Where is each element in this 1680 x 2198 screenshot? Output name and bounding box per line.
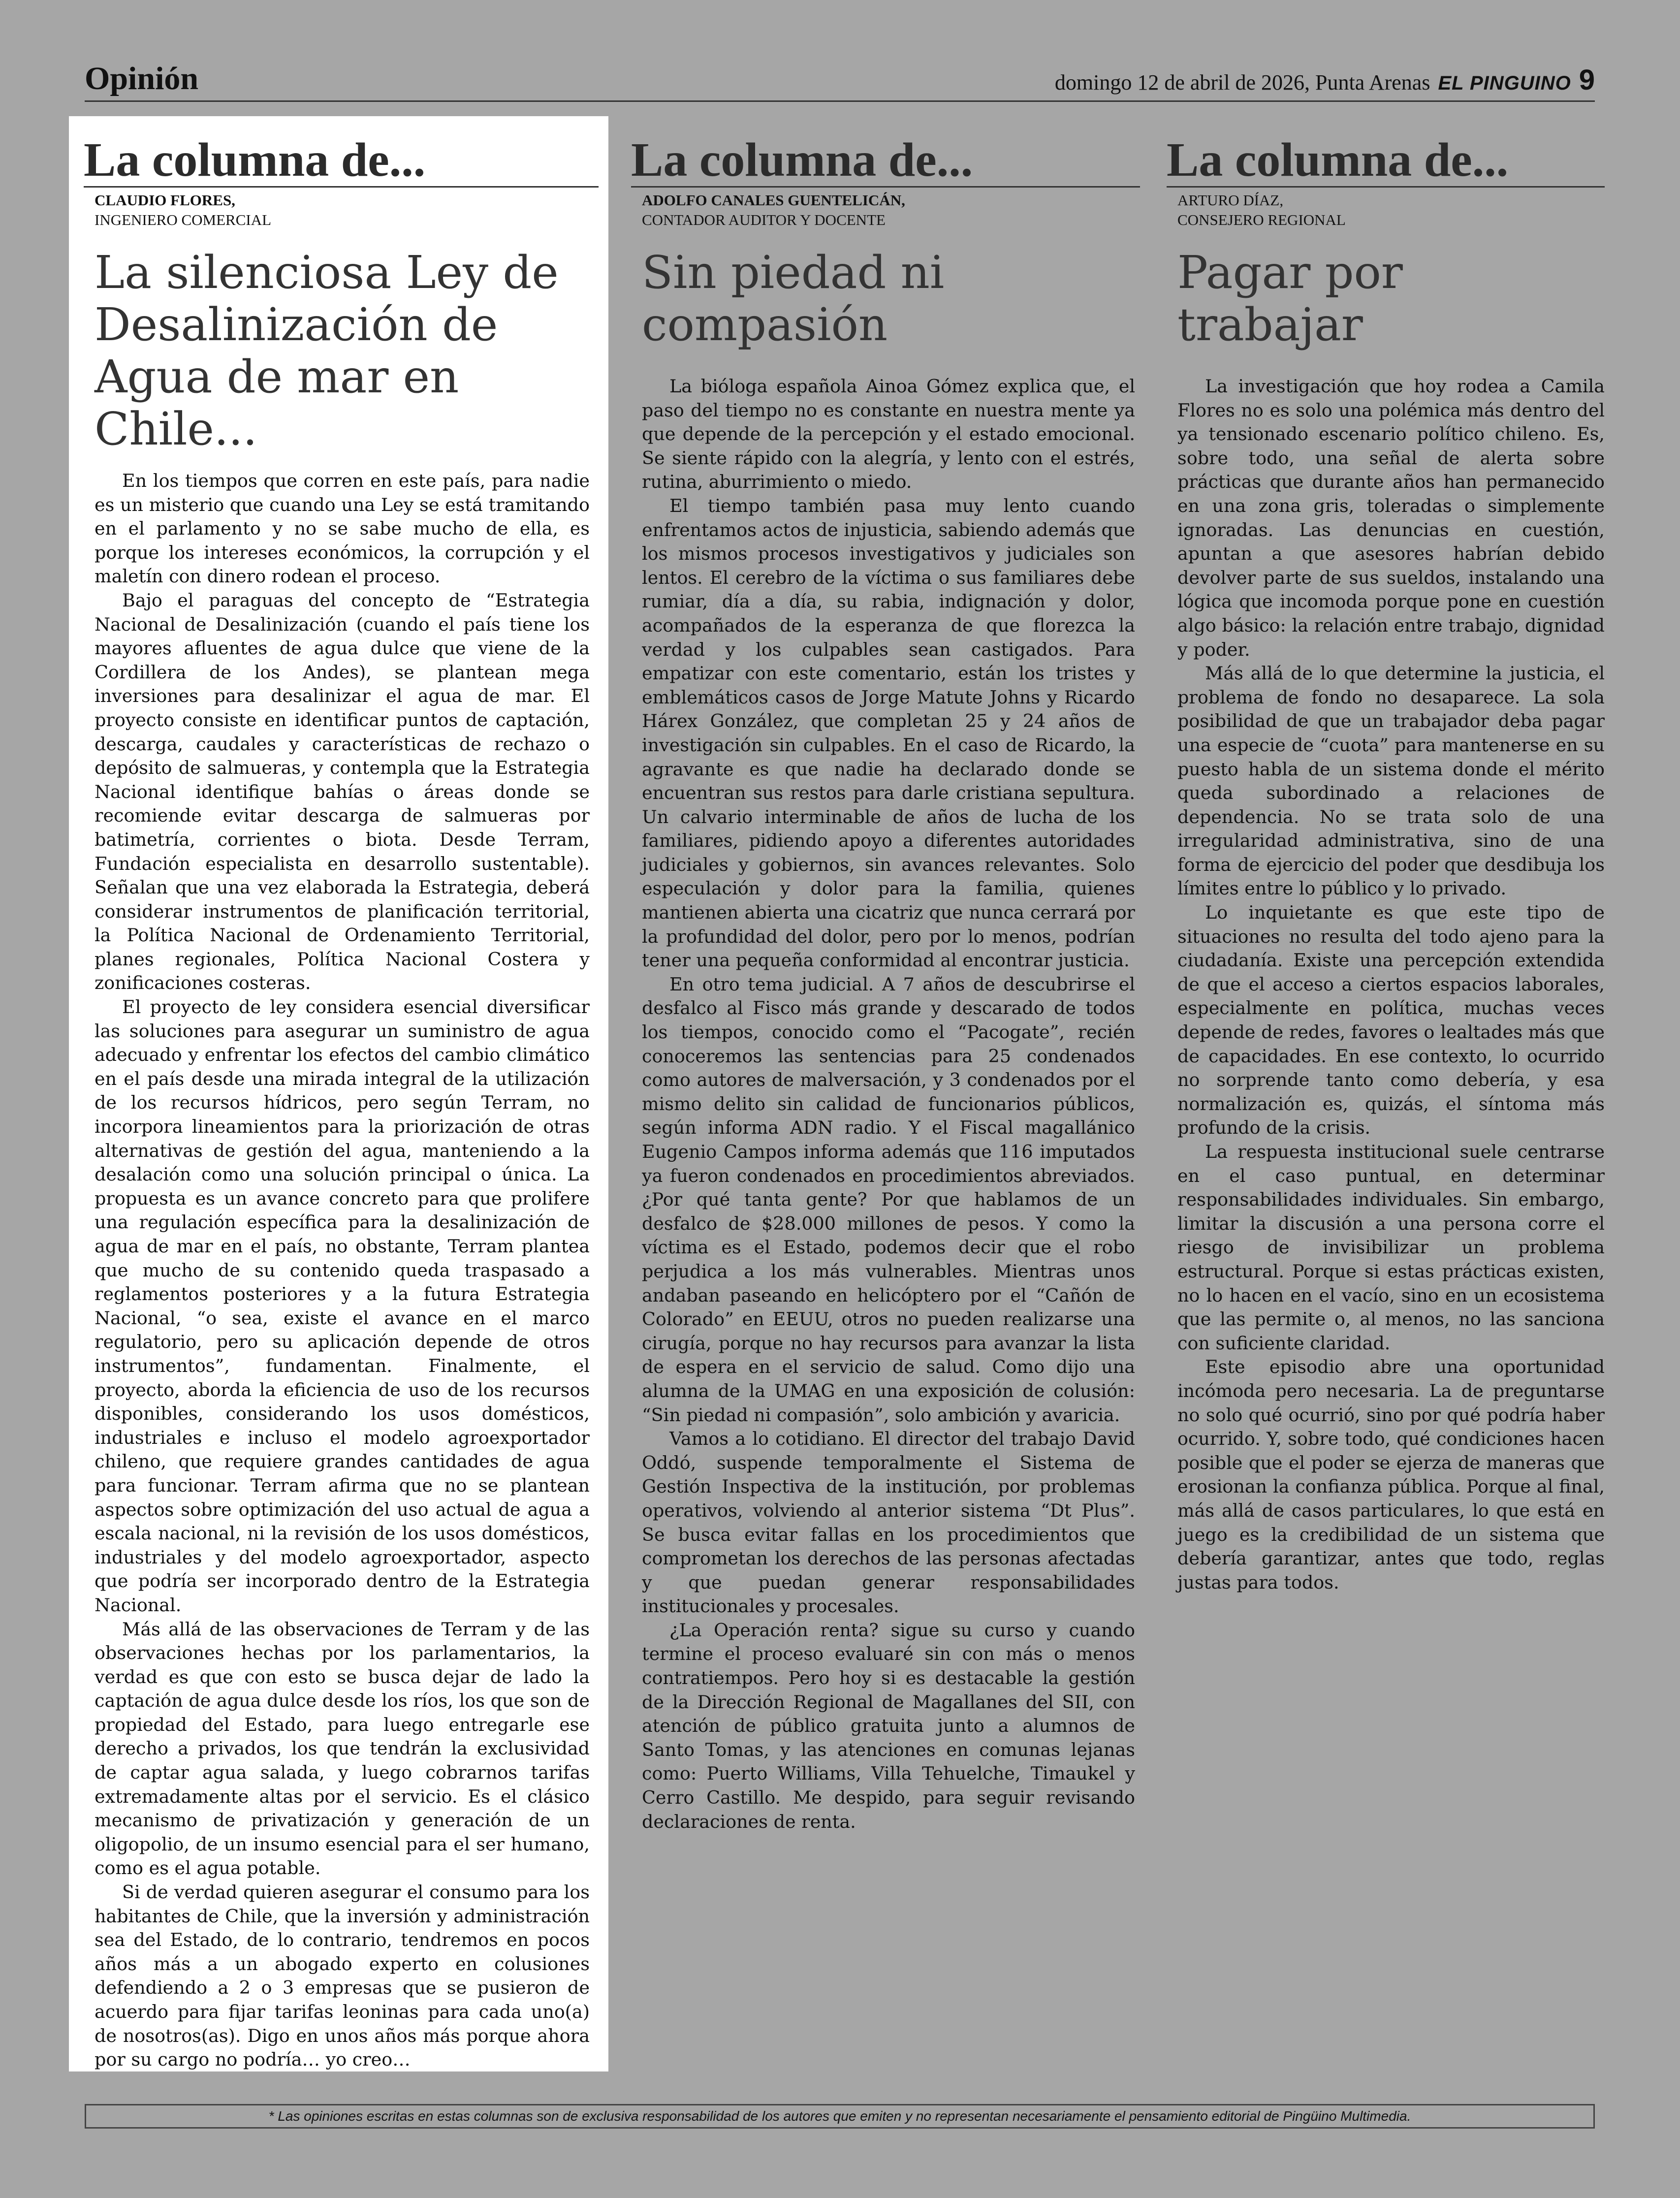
column-kicker: La columna de... [631, 116, 1140, 188]
paragraph: El proyecto de ley considera esencial diversificar las soluciones para asegurar un suministro de agua adecuado y enfrentar los efectos del cambio climático en el país desde una mirada integral de la utilización de los recursos hídricos, pero según Terram, no incorpora lineamientos para la priorización de otras alternativas de gestión del agua, manteniendo a la desalación como una solución principal o única. La propuesta es un avance concreto para que prolifere una regulación específica para la desalinización de agua de mar en el país, no obstante, Terram plantea que mucho de su contenido queda traspasado a reglamentos posteriores y a la futura Estrategia Nacional, “o sea, existe el avance en el marco regulatorio, pero su aplicación depende de otros instrumentos”, fundamentan. Finalmente, el proyecto, aborda la eficiencia de uso de los recursos disponibles, considerando los usos domésticos, industriales e incluso el modelo agroexportador chileno, que requiere grandes cantidades de agua para funcionar. Terram afirma que no se plantean aspectos sobre optimización del uso actual de agua a escala nacional, ni la revisión de los usos domésticos, industriales y del modelo agroexportador, aspecto que podría ser incorporado dentro de la Estrategia Nacional. [95, 996, 590, 1616]
paragraph: Este episodio abre una oportunidad incómoda pero necesaria. La de preguntarse no solo qué ocurrió, sino por qué podría haber ocurrido. Y, sobre todo, qué condiciones hacen posible que el poder se ejerza de maneras que erosionan la confianza pública. Porque al final, más allá de casos particulares, lo que está en juego es la credibilidad de un sistema que debería garantizar, antes que todo, reglas justas para todos. [1177, 1356, 1605, 1593]
column-headline: Pagar por trabajar [1177, 246, 1403, 351]
column-author [95, 191, 608, 230]
newspaper-logo: EL PINGUINO [1438, 72, 1571, 94]
column-body [95, 469, 590, 2072]
author-name: ARTURO DÍAZ, [1177, 191, 1284, 209]
column-body [1177, 375, 1605, 1594]
paragraph: En otro tema judicial. A 7 años de descubrirse el desfalco al Fisco más grande y descarado de todos los tiempos, conocido como el “Pacogate”, recién conoceremos las sentencias para 25 condenados como autores de malversación, y 3 condenados por el mismo delito sin calidad de funcionarios públicos, según informa ADN radio. Y el Fiscal magallánico Eugenio Campos informa además que 116 imputados ya fueron condenados en procedimientos abreviados. ¿Por qué tanta gente? Por que hablamos de un desfalco de $28.000 millones de pesos. Y como la víctima es el Estado, podemos decir que el robo perjudica a los más vulnerables. Mientras unos andaban paseando en helicóptero por el “Cañón de Colorado” en EEUU, otros no pueden realizarse una cirugía, porque no hay recursos para avanzar la lista de espera en el servicio de salud. Como dijo una alumna de la UMAG en una exposición de colusión: “Sin piedad ni compasión”, solo ambición y avaricia. [642, 973, 1135, 1426]
page-number: 9 [1579, 64, 1595, 96]
paragraph: Bajo el paraguas del concepto de “Estrategia Nacional de Desalinización (cuando el país tiene los mayores afluentes de agua dulce que viene de la Cordillera de los Andes), se plantean mega inversiones para desalinizar el agua de mar. El proyecto consiste en identificar puntos de captación, descarga, caudales y características de rechazo o depósito de salmueras, y contempla que la Estrategia Nacional identifique bahías o áreas donde se recomiende evitar descarga de salmueras por batimetría, corrientes o biota. Desde Terram, Fundación especialista en desarrollo sustentable). Señalan que una vez elaborada la Estrategia, deberá considerar instrumentos de planificación territorial, la Política Nacional de Ordenamiento Territorial, planes regionales, Política Nacional Costera y zonificaciones costeras. [95, 589, 590, 994]
paragraph: Más allá de lo que determine la justicia, el problema de fondo no desaparece. La sola posibilidad de que un trabajador deba pagar una especie de “cuota” para mantenerse en su puesto habla de un sistema donde el mérito queda subordinado a relaciones de dependencia. No se trata solo de una irregularidad administrativa, sino de una forma de ejercicio del poder que desdibuja los límites entre lo público y lo privado. [1177, 663, 1605, 899]
dateline [1055, 64, 1595, 96]
column-author [642, 191, 1140, 230]
column-1 [69, 116, 608, 2071]
author-name: ADOLFO CANALES GUENTELICÁN, [642, 191, 905, 209]
author-role: CONTADOR AUDITOR Y DOCENTE [642, 211, 886, 228]
column-headline: La silenciosa Ley de Desalinización de Agua de mar en Chile... [95, 246, 559, 455]
author-name: CLAUDIO FLORES, [95, 191, 235, 209]
section-title: Opinión [85, 61, 199, 96]
paragraph: ¿La Operación renta? sigue su curso y cuando termine el proceso evaluaré sin con más o menos contratiempos. Pero hoy si es destacable la gestión de la Dirección Regional de Magallanes del SII, con atención de público gratuita junto a alumnos de Santo Tomas, y las atenciones en comunas lejanas como: Puerto Williams, Villa Tehuelche, Timaukel y Cerro Castillo. Me despido, para seguir revisando declaraciones de renta. [642, 1619, 1135, 1832]
column-3 [1152, 116, 1605, 1594]
paragraph: El tiempo también pasa muy lento cuando enfrentamos actos de injusticia, sabiendo además que los mismos procesos investigativos y judiciales son lentos. El cerebro de la víctima o sus familiares debe rumiar, día a día, su rabia, indignación y dolor, acompañados de la esperanza de que florezca la verdad y los culpables sean castigados. Para empatizar con este comentario, están los tristes y emblemáticos casos de Jorge Matute Johns y Ricardo Hárex González, que completan 25 y 24 años de investigación sin culpables. En el caso de Ricardo, la agravante es que nadie ha declarado donde se encuentran sus restos para darle cristiana sepultura. Un calvario interminable de años de lucha de los familiares, pidiendo apoyo a diferentes autoridades judiciales y gobiernos, sin avances relevantes. Solo especulación y dolor para la familia, quienes mantienen abierta una cicatriz que nunca cerrará por la profundidad del dolor, pero por lo menos, podrían tener una pequeña conformidad al encontrar justicia. [642, 495, 1135, 971]
issue-date: domingo 12 de abril de 2026, Punta Arenas [1054, 70, 1430, 95]
paragraph: La respuesta institucional suele centrarse en el caso puntual, en determinar responsabilidades individuales. Sin embargo, limitar la discusión a una persona corre el riesgo de invisibilizar un problema estructural. Porque si estas prácticas existen, no lo hacen en el vacío, sino en un ecosistema que las permite o, al menos, no las sanciona con suficiente claridad. [1177, 1141, 1605, 1354]
paragraph: Lo inquietante es que este tipo de situaciones no resulta del todo ajeno para la ciudadanía. Existe una percepción extendida de que el acceso a ciertos espacios laborales, especialmente en política, muchas veces depende de redes, favores o lealtades más que de capacidades. En ese contexto, lo ocurrido no sorprende tanto como debería, y esa normalización es, quizás, el síntoma más profundo de la crisis. [1177, 902, 1605, 1139]
author-role: CONSEJERO REGIONAL [1177, 211, 1346, 228]
column-body [642, 375, 1135, 1834]
author-role: INGENIERO COMERCIAL [95, 211, 272, 228]
column-headline: Sin piedad ni compasión [642, 246, 945, 351]
paragraph: Si de verdad quieren asegurar el consumo para los habitantes de Chile, que la inversión y administración sea del Estado, de lo contrario, tendremos en pocos años más a un abogado experto en colusiones defendiendo a 2 o 3 empresas que se pusieron de acuerdo para fijar tarifas leoninas para cada uno(a) de nosotros(as). Digo en unos años más porque ahora por su cargo no podría… yo creo… [95, 1881, 590, 2071]
column-author [1177, 191, 1605, 230]
paragraph: Más allá de las observaciones de Terram y de las observaciones hechas por los parlamentarios, la verdad es que con esto se busca dejar de lado la captación de agua dulce desde los ríos, los que son de propiedad del Estado, para luego entregarle ese derecho a privados, los que tendrán la exclusividad de captar agua salada, y luego cobrarnos tarifas extremadamente altas por el servicio. Es el clásico mecanismo de privatización y generación de un oligopolio, de un insumo esencial para el ser humano, como es el agua potable. [95, 1618, 590, 1879]
paragraph: En los tiempos que corren en este país, para nadie es un misterio que cuando una Ley se está tramitando en el parlamento y no se sabe mucho de ella, es porque los intereses económicos, la corrupción y el maletín con dinero rodean el proceso. [95, 470, 590, 587]
page-header [85, 58, 1595, 102]
column-kicker: La columna de... [84, 116, 599, 188]
paragraph: Vamos a lo cotidiano. El director del trabajo David Oddó, suspende temporalmente el Sistema de Gestión Inspectiva de la institución, por problemas operativos, volviendo al anterior sistema “Dt Plus”. Se busca evitar fallas en los procedimientos que comprometan los derechos de las personas afectadas y que puedan generar responsabilidades institucionales y procesales. [642, 1428, 1135, 1617]
paragraph: La investigación que hoy rodea a Camila Flores no es solo una polémica más dentro del ya tensionado escenario político chileno. Es, sobre todo, una señal de alerta sobre prácticas que durante años han permanecido en una zona gris, toleradas o simplemente ignoradas. Las denuncias en cuestión, apuntan a que asesores habrían debido devolver parte de sus sueldos, instalando una lógica que incomoda porque pone en cuestión algo básico: la relación entre trabajo, dignidad y poder. [1177, 376, 1605, 660]
column-2 [616, 116, 1140, 1834]
paragraph: La bióloga española Ainoa Gómez explica que, el paso del tiempo no es constante en nuestra mente ya que depende de la percepción y el estado emocional. Se siente rápido con la alegría, y lento con el estrés, rutina, aburrimiento o miedo. [642, 376, 1135, 493]
footer-disclaimer: * Las opiniones escritas en estas columnas son de exclusiva responsabilidad de los autores que emiten y no representan necesariamente el pensamiento editorial de Pingüino Multimedia. [85, 2104, 1595, 2129]
column-kicker: La columna de... [1167, 116, 1605, 188]
